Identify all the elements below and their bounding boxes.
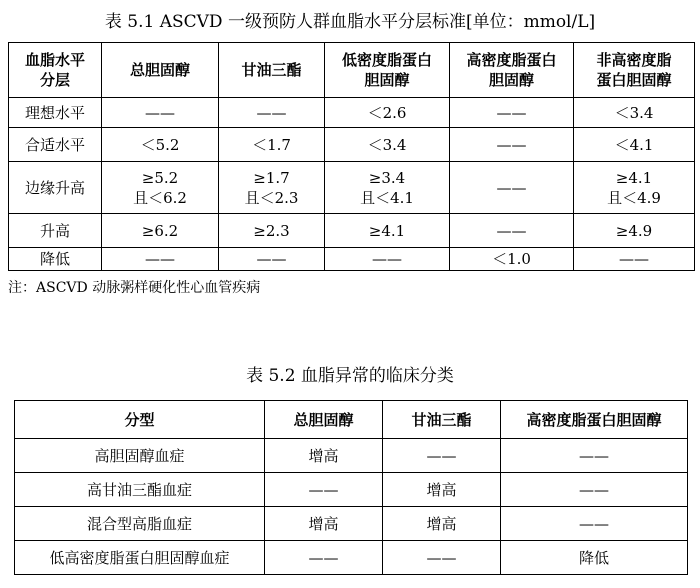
table-cell: ——: [383, 541, 501, 575]
header-non-hdl-c: 非高密度脂 蛋白胆固醇: [574, 43, 695, 98]
row-label: 升高: [9, 214, 102, 248]
table-row: [15, 473, 688, 507]
table-cell: ——: [450, 214, 574, 248]
table-cell: ≥1.7 且＜2.3: [219, 162, 325, 214]
table-cell: ——: [219, 98, 325, 128]
table-cell: ——: [450, 162, 574, 214]
row-label: 高胆固醇血症: [15, 439, 265, 473]
header-ldl-c: 低密度脂蛋白 胆固醇: [325, 43, 450, 98]
table-cell: ＜3.4: [325, 128, 450, 162]
table-cell: 增高: [383, 473, 501, 507]
table-cell: 增高: [383, 507, 501, 541]
table-cell: ≥5.2 且＜6.2: [102, 162, 219, 214]
header-total-cholesterol: 总胆固醇: [102, 43, 219, 98]
lipid-stratification-table: [8, 42, 695, 271]
row-label: 混合型高脂血症: [15, 507, 265, 541]
table-row: [9, 98, 695, 128]
header-triglyceride: 甘油三酯: [219, 43, 325, 98]
table-cell: ≥6.2: [102, 214, 219, 248]
table-cell: ＜1.0: [450, 248, 574, 271]
table-cell: ≥4.1 且＜4.9: [574, 162, 695, 214]
row-label: 理想水平: [9, 98, 102, 128]
row-label: 低高密度脂蛋白胆固醇血症: [15, 541, 265, 575]
dyslipidemia-classification-table: [14, 400, 688, 575]
table-cell: ——: [574, 248, 695, 271]
table-cell: ——: [501, 507, 688, 541]
table-cell: ＜2.6: [325, 98, 450, 128]
table-cell: ＜3.4: [574, 98, 695, 128]
table-cell: ——: [450, 128, 574, 162]
table-cell: ≥4.1: [325, 214, 450, 248]
header-total-cholesterol: 总胆固醇: [265, 401, 383, 439]
table-cell: ——: [265, 473, 383, 507]
table-cell: ——: [102, 98, 219, 128]
table-cell: ——: [501, 439, 688, 473]
header-level: 血脂水平 分层: [9, 43, 102, 98]
table2-title: 表 5.2 血脂异常的临床分类: [246, 366, 454, 386]
table-cell: ——: [501, 473, 688, 507]
table-cell: ≥3.4 且＜4.1: [325, 162, 450, 214]
table-cell: ——: [325, 248, 450, 271]
table-row: [15, 507, 688, 541]
table-cell: ——: [450, 98, 574, 128]
table-cell: 增高: [265, 507, 383, 541]
table-cell: ＜1.7: [219, 128, 325, 162]
table-row: [15, 541, 688, 575]
row-label: 高甘油三酯血症: [15, 473, 265, 507]
table-row: [9, 248, 695, 271]
header-triglyceride: 甘油三酯: [383, 401, 501, 439]
header-hdl-c: 高密度脂蛋白胆固醇: [501, 401, 688, 439]
table-cell: ——: [383, 439, 501, 473]
table1-note: 注：ASCVD 动脉粥样硬化性心血管疾病: [8, 280, 261, 296]
table-row: [9, 128, 695, 162]
table2-header-row: [15, 401, 688, 439]
table-row: [9, 214, 695, 248]
table-cell: ——: [102, 248, 219, 271]
row-label: 降低: [9, 248, 102, 271]
table-row: [15, 439, 688, 473]
table-cell: ＜4.1: [574, 128, 695, 162]
row-label: 合适水平: [9, 128, 102, 162]
table-cell: 降低: [501, 541, 688, 575]
table-cell: ≥4.9: [574, 214, 695, 248]
table-row: [9, 162, 695, 214]
table1-header-row: [9, 43, 695, 98]
table-cell: ——: [265, 541, 383, 575]
header-hdl-c: 高密度脂蛋白 胆固醇: [450, 43, 574, 98]
table-cell: ≥2.3: [219, 214, 325, 248]
row-label: 边缘升高: [9, 162, 102, 214]
table1-title: 表 5.1 ASCVD 一级预防人群血脂水平分层标准[单位：mmol/L]: [104, 12, 596, 32]
table-cell: ——: [219, 248, 325, 271]
header-type: 分型: [15, 401, 265, 439]
table-cell: ＜5.2: [102, 128, 219, 162]
table-cell: 增高: [265, 439, 383, 473]
